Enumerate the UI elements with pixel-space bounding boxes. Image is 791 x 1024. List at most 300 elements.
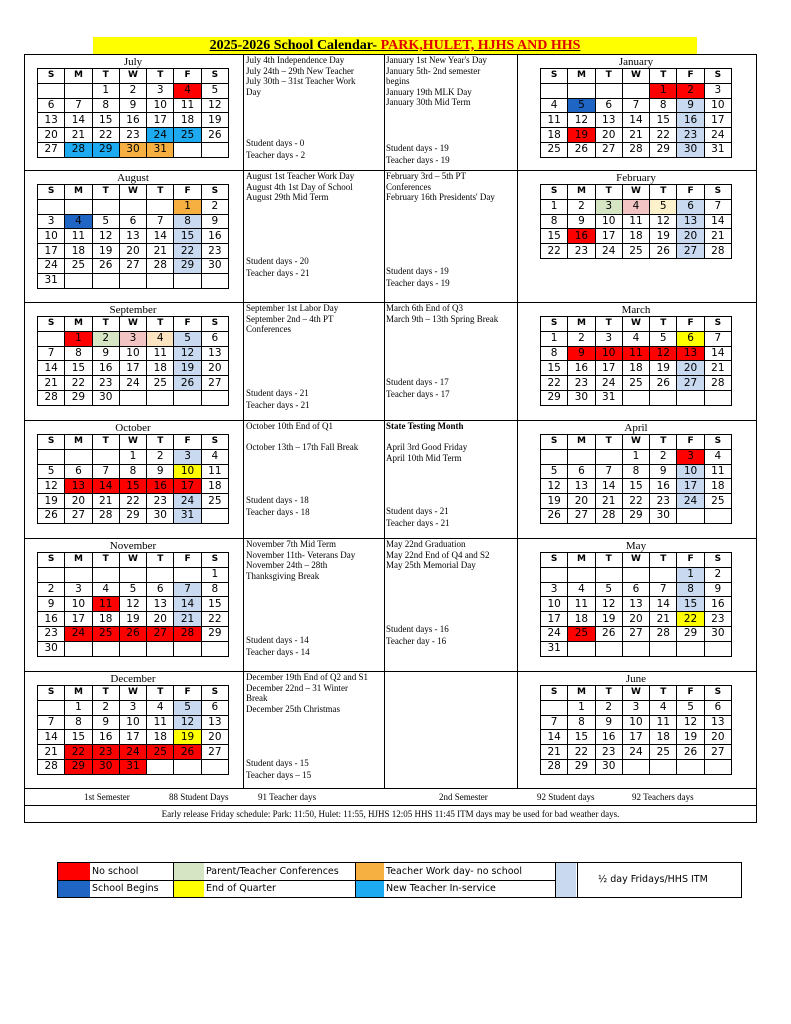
- note-line: Conferences: [246, 324, 291, 334]
- day-cell: 7: [38, 715, 65, 730]
- right_notes-notes: [386, 539, 521, 571]
- day-cell: [201, 273, 228, 288]
- day-cell: 1: [65, 700, 92, 715]
- day-cell: 15: [541, 229, 568, 244]
- day-cell: 10: [147, 98, 174, 113]
- day-cell: 4: [65, 214, 92, 229]
- legend-swatch-work-day: [356, 863, 384, 880]
- day-cell: 2: [677, 83, 704, 98]
- day-cell: 8: [677, 582, 704, 597]
- day-cell: 4: [174, 83, 201, 98]
- weekday-header: S: [38, 185, 65, 200]
- day-cell: 27: [147, 626, 174, 641]
- day-cell: [704, 390, 731, 405]
- weekday-header: M: [65, 317, 92, 332]
- day-cell: 24: [595, 244, 622, 259]
- day-cell: 5: [650, 199, 677, 214]
- left_notes-notes: [246, 539, 381, 581]
- right_notes-notes: [386, 421, 521, 463]
- student-days: Student days - 16: [386, 624, 449, 634]
- day-cell: 12: [595, 597, 622, 612]
- day-cell: [119, 641, 146, 656]
- weekday-header: W: [119, 185, 146, 200]
- day-cell: 30: [119, 142, 146, 157]
- day-cell: 14: [595, 479, 622, 494]
- day-cell: 21: [541, 745, 568, 760]
- day-cell: 27: [201, 745, 228, 760]
- day-cell: 15: [92, 113, 119, 128]
- day-cell: 2: [92, 700, 119, 715]
- weekday-header: T: [147, 185, 174, 200]
- note-line: November 24th – 28th: [246, 560, 328, 570]
- day-cell: [147, 199, 174, 214]
- day-cell: 18: [147, 361, 174, 376]
- day-cell: 25: [568, 626, 595, 641]
- weekday-header: S: [38, 686, 65, 701]
- note-line: Thanksgiving Break: [246, 570, 320, 581]
- day-cell: 12: [650, 346, 677, 361]
- weekday-header: S: [201, 69, 228, 84]
- day-cell: 4: [541, 98, 568, 113]
- day-cell: [92, 199, 119, 214]
- day-cell: 10: [595, 346, 622, 361]
- day-cell: 1: [541, 331, 568, 346]
- legend-school-begins: School Begins: [92, 883, 159, 894]
- legend-swatch-new-teacher: [356, 880, 384, 897]
- day-cell: 11: [147, 715, 174, 730]
- day-cell: [595, 641, 622, 656]
- day-cell: [147, 567, 174, 582]
- day-cell: 26: [568, 142, 595, 157]
- day-cell: 9: [92, 346, 119, 361]
- teacher-days: Teacher days - 19: [386, 278, 450, 288]
- day-cell: 15: [650, 113, 677, 128]
- note-line: [386, 432, 521, 443]
- day-cell: 2: [650, 449, 677, 464]
- month-grid: [540, 434, 732, 524]
- day-cell: 14: [65, 113, 92, 128]
- weekday-header: M: [568, 185, 595, 200]
- day-cell: 15: [568, 730, 595, 745]
- day-cell: 19: [92, 244, 119, 259]
- day-cell: 9: [201, 214, 228, 229]
- day-cell: 24: [541, 626, 568, 641]
- student-days: Student days - 17: [386, 377, 449, 387]
- legend-swatch-end-quarter: [174, 880, 204, 897]
- day-cell: 29: [650, 142, 677, 157]
- day-cell: 9: [677, 98, 704, 113]
- day-cell: 5: [38, 464, 65, 479]
- day-cell: 30: [568, 390, 595, 405]
- weekday-header: W: [622, 553, 649, 568]
- day-cell: 16: [595, 730, 622, 745]
- day-cell: 27: [65, 508, 92, 523]
- sem1-teachers: 91 Teacher days: [258, 792, 317, 802]
- day-cell: 2: [568, 199, 595, 214]
- day-cell: 15: [174, 229, 201, 244]
- teacher-days: Teacher days - 2: [246, 150, 306, 160]
- legend-work-day: Teacher Work day- no school: [386, 866, 523, 877]
- day-cell: 19: [568, 128, 595, 143]
- day-cell: [119, 390, 146, 405]
- day-cell: [65, 449, 92, 464]
- day-cell: 31: [119, 759, 146, 774]
- day-cell: [119, 567, 146, 582]
- day-cell: 16: [92, 361, 119, 376]
- day-cell: [541, 700, 568, 715]
- day-cell: [147, 641, 174, 656]
- note-line: November 7th Mid Term: [246, 539, 336, 549]
- day-cell: 6: [677, 331, 704, 346]
- day-cell: 8: [541, 346, 568, 361]
- day-cell: [622, 641, 649, 656]
- day-cell: 5: [568, 98, 595, 113]
- month-name: August: [117, 172, 149, 184]
- day-cell: 17: [595, 229, 622, 244]
- day-cell: 7: [541, 715, 568, 730]
- day-cell: 13: [568, 479, 595, 494]
- weekday-header: T: [92, 686, 119, 701]
- day-cell: 27: [595, 142, 622, 157]
- day-cell: 5: [201, 83, 228, 98]
- day-cell: 27: [201, 376, 228, 391]
- day-cell: [65, 199, 92, 214]
- day-cell: 9: [568, 214, 595, 229]
- day-cell: [65, 83, 92, 98]
- day-cell: [92, 567, 119, 582]
- day-cell: 14: [174, 597, 201, 612]
- day-cell: 7: [65, 98, 92, 113]
- day-cell: 12: [568, 113, 595, 128]
- day-cell: 14: [38, 730, 65, 745]
- day-cell: [595, 83, 622, 98]
- day-cell: 11: [622, 346, 649, 361]
- day-cell: [541, 449, 568, 464]
- note-line: July 4th Independence Day: [246, 55, 345, 65]
- day-cell: 17: [119, 361, 146, 376]
- day-cell: [704, 641, 731, 656]
- teacher-days: Teacher days - 18: [246, 507, 310, 517]
- left_notes-notes: [246, 55, 381, 97]
- sem2-teachers: 92 Teachers days: [632, 792, 694, 802]
- day-cell: 19: [541, 494, 568, 509]
- day-cell: 27: [677, 244, 704, 259]
- teacher-days: Teacher days - 17: [386, 389, 450, 399]
- left_notes-notes: [246, 303, 381, 335]
- weekday-header: W: [119, 317, 146, 332]
- day-cell: 25: [147, 745, 174, 760]
- day-cell: 22: [201, 612, 228, 627]
- day-cell: 9: [595, 715, 622, 730]
- month-grid: [37, 434, 229, 524]
- weekday-header: T: [595, 69, 622, 84]
- day-cell: 29: [677, 626, 704, 641]
- day-cell: 23: [704, 612, 731, 627]
- day-cell: 12: [174, 715, 201, 730]
- day-cell: 11: [65, 229, 92, 244]
- right_notes-day-counts: [386, 376, 450, 400]
- legend: [57, 862, 742, 898]
- month-november: [37, 540, 229, 657]
- day-cell: 19: [201, 113, 228, 128]
- day-cell: 4: [147, 331, 174, 346]
- day-cell: 13: [595, 113, 622, 128]
- weekday-header: M: [65, 69, 92, 84]
- day-cell: 20: [147, 612, 174, 627]
- day-cell: 20: [677, 229, 704, 244]
- day-cell: 12: [677, 715, 704, 730]
- page-title: [93, 37, 697, 54]
- day-cell: 13: [704, 715, 731, 730]
- month-grid: [540, 316, 732, 406]
- day-cell: 13: [38, 113, 65, 128]
- day-cell: 25: [201, 494, 228, 509]
- student-days: Student days - 21: [246, 388, 309, 398]
- day-cell: [147, 273, 174, 288]
- weekday-header: W: [119, 686, 146, 701]
- month-august: [37, 172, 229, 289]
- teacher-days: Teacher days - 21: [386, 518, 450, 528]
- day-cell: 10: [38, 229, 65, 244]
- day-cell: 10: [622, 715, 649, 730]
- day-cell: 24: [119, 376, 146, 391]
- day-cell: 30: [92, 759, 119, 774]
- day-cell: [119, 273, 146, 288]
- day-cell: 10: [119, 715, 146, 730]
- day-cell: 11: [704, 464, 731, 479]
- right_notes-day-counts: [386, 505, 450, 529]
- note-line: February 3rd – 5th PT: [386, 171, 466, 181]
- day-cell: 7: [622, 98, 649, 113]
- day-cell: 9: [650, 464, 677, 479]
- day-cell: 26: [119, 626, 146, 641]
- month-grid: [37, 316, 229, 406]
- day-cell: 22: [568, 745, 595, 760]
- weekday-header: F: [677, 553, 704, 568]
- day-cell: 29: [174, 258, 201, 273]
- day-cell: [65, 273, 92, 288]
- day-cell: 15: [65, 730, 92, 745]
- note-line: November 11th- Veterans Day: [246, 549, 356, 560]
- day-cell: 24: [65, 626, 92, 641]
- day-cell: [174, 273, 201, 288]
- day-cell: 4: [92, 582, 119, 597]
- weekday-header: S: [541, 69, 568, 84]
- weekday-header: S: [201, 185, 228, 200]
- day-cell: 2: [92, 331, 119, 346]
- day-cell: 13: [677, 346, 704, 361]
- day-cell: 5: [119, 582, 146, 597]
- legend-pt-conferences: Parent/Teacher Conferences: [206, 866, 339, 877]
- note-line: September 1st Labor Day: [246, 303, 339, 313]
- day-cell: 13: [201, 346, 228, 361]
- day-cell: [92, 449, 119, 464]
- day-cell: 16: [201, 229, 228, 244]
- day-cell: 7: [704, 199, 731, 214]
- day-cell: 19: [38, 494, 65, 509]
- day-cell: 8: [65, 715, 92, 730]
- note-line: January 1st New Year's Day: [386, 55, 487, 65]
- day-cell: 17: [622, 730, 649, 745]
- day-cell: 2: [201, 199, 228, 214]
- day-cell: 15: [622, 479, 649, 494]
- month-grid: [540, 552, 732, 657]
- right_notes-notes: [386, 303, 521, 324]
- month-name: September: [109, 304, 157, 316]
- weekday-header: T: [595, 435, 622, 450]
- day-cell: [147, 390, 174, 405]
- sem1-students: 88 Student Days: [169, 792, 229, 802]
- row-divider: [24, 671, 757, 672]
- day-cell: [174, 641, 201, 656]
- day-cell: [650, 641, 677, 656]
- day-cell: 16: [568, 361, 595, 376]
- day-cell: 6: [201, 331, 228, 346]
- day-cell: 10: [541, 597, 568, 612]
- day-cell: 28: [650, 626, 677, 641]
- day-cell: [568, 83, 595, 98]
- weekday-header: M: [568, 553, 595, 568]
- day-cell: 3: [677, 449, 704, 464]
- day-cell: 18: [541, 128, 568, 143]
- legend-swatch-half-day: [556, 863, 576, 897]
- month-june: [540, 673, 732, 775]
- day-cell: 20: [595, 128, 622, 143]
- day-cell: 16: [147, 479, 174, 494]
- student-days: Student days - 19: [386, 143, 449, 153]
- note-line: April 3rd Good Friday: [386, 442, 468, 452]
- day-cell: 12: [650, 214, 677, 229]
- month-february: [540, 172, 732, 259]
- day-cell: 11: [147, 346, 174, 361]
- weekday-header: S: [201, 435, 228, 450]
- weekday-header: T: [147, 435, 174, 450]
- weekday-header: S: [704, 185, 731, 200]
- day-cell: 23: [677, 128, 704, 143]
- day-cell: 18: [568, 612, 595, 627]
- sem1-label: 1st Semester: [84, 792, 130, 802]
- day-cell: 11: [201, 464, 228, 479]
- legend-swatch-school-begins: [58, 880, 90, 897]
- day-cell: [201, 508, 228, 523]
- student-days: Student days - 14: [246, 635, 309, 645]
- day-cell: 21: [704, 361, 731, 376]
- day-cell: [201, 142, 228, 157]
- day-cell: 3: [622, 700, 649, 715]
- legend-swatch-no-school: [58, 863, 90, 880]
- day-cell: 28: [595, 508, 622, 523]
- day-cell: 18: [92, 612, 119, 627]
- student-days: Student days - 15: [246, 758, 309, 768]
- day-cell: 23: [650, 494, 677, 509]
- weekday-header: T: [595, 553, 622, 568]
- day-cell: [201, 641, 228, 656]
- note-line: September 2nd – 4th PT: [246, 313, 334, 324]
- day-cell: 19: [650, 229, 677, 244]
- note-line: January 19th MLK Day: [386, 86, 472, 97]
- weekday-header: T: [147, 69, 174, 84]
- day-cell: 20: [201, 730, 228, 745]
- day-cell: 1: [92, 83, 119, 98]
- day-cell: 31: [595, 390, 622, 405]
- month-name: December: [110, 673, 156, 685]
- day-cell: 8: [65, 346, 92, 361]
- student-days: Student days - 21: [386, 506, 449, 516]
- day-cell: 19: [174, 361, 201, 376]
- weekday-header: S: [201, 553, 228, 568]
- day-cell: 27: [119, 258, 146, 273]
- weekday-header: S: [704, 553, 731, 568]
- day-cell: 24: [147, 128, 174, 143]
- left_notes-day-counts: [246, 387, 310, 411]
- day-cell: 15: [677, 597, 704, 612]
- month-march: [540, 304, 732, 406]
- day-cell: 21: [38, 376, 65, 391]
- month-name: July: [123, 56, 143, 68]
- day-cell: 27: [704, 745, 731, 760]
- day-cell: [38, 700, 65, 715]
- day-cell: 6: [704, 700, 731, 715]
- day-cell: 6: [147, 582, 174, 597]
- day-cell: 30: [677, 142, 704, 157]
- day-cell: 13: [677, 214, 704, 229]
- weekday-header: F: [174, 686, 201, 701]
- day-cell: 23: [147, 494, 174, 509]
- day-cell: [650, 759, 677, 774]
- weekday-header: S: [38, 435, 65, 450]
- day-cell: [568, 567, 595, 582]
- day-cell: 2: [119, 83, 146, 98]
- day-cell: 18: [65, 244, 92, 259]
- day-cell: 22: [541, 244, 568, 259]
- day-cell: 8: [541, 214, 568, 229]
- day-cell: 28: [704, 376, 731, 391]
- column-divider: [243, 54, 244, 788]
- weekday-header: F: [174, 317, 201, 332]
- day-cell: 12: [541, 479, 568, 494]
- weekday-header: T: [92, 435, 119, 450]
- weekday-header: F: [174, 69, 201, 84]
- day-cell: [174, 142, 201, 157]
- weekday-header: T: [650, 553, 677, 568]
- month-name: January: [618, 56, 654, 68]
- day-cell: 8: [174, 214, 201, 229]
- day-cell: 26: [174, 376, 201, 391]
- title-schools: PARK,HULET, HJHS AND HHS: [380, 38, 581, 53]
- left_notes-notes: [246, 171, 381, 203]
- day-cell: 3: [65, 582, 92, 597]
- note-line: August 1st Teacher Work Day: [246, 171, 355, 181]
- weekday-header: T: [147, 553, 174, 568]
- day-cell: [201, 759, 228, 774]
- day-cell: [38, 331, 65, 346]
- day-cell: 26: [541, 508, 568, 523]
- day-cell: [704, 508, 731, 523]
- month-may: [540, 540, 732, 657]
- day-cell: 8: [92, 98, 119, 113]
- day-cell: [174, 759, 201, 774]
- day-cell: 30: [38, 641, 65, 656]
- day-cell: 11: [174, 98, 201, 113]
- weekday-header: S: [541, 317, 568, 332]
- day-cell: 4: [704, 449, 731, 464]
- note-line: Conferences: [386, 181, 431, 192]
- day-cell: 21: [65, 128, 92, 143]
- weekday-header: S: [201, 317, 228, 332]
- left_notes-day-counts: [246, 757, 311, 781]
- day-cell: 24: [704, 128, 731, 143]
- day-cell: 26: [650, 376, 677, 391]
